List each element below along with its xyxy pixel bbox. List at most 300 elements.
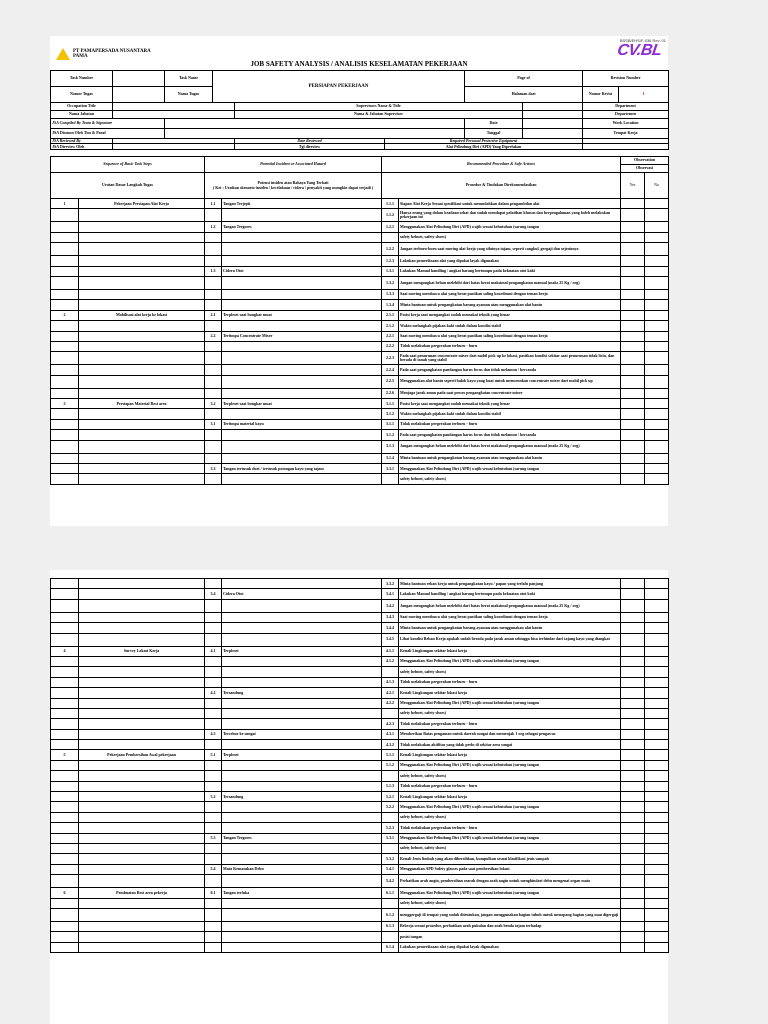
hazard-description: [222, 898, 382, 908]
observation-no-cell[interactable]: [645, 266, 669, 276]
jsa-direview-label: JSA Direview Oleh: [51, 144, 113, 150]
hazard-description: [222, 440, 382, 453]
procedure-description: Menggunakan Alat Pelindung Diri (APD) wajib sesuai kebutuhan (sarung tangan: [399, 656, 621, 666]
observation-yes-cell[interactable]: [621, 232, 645, 242]
observation-no-cell[interactable]: [645, 750, 669, 760]
procedure-number: 3.3.1: [382, 464, 399, 474]
hazard-description: [222, 388, 382, 398]
procedure-description: Menjaga jarak aman pada saat proses pengangkatan concentrate mixer: [399, 388, 621, 398]
observation-no-cell[interactable]: [645, 430, 669, 440]
step-description: [79, 209, 205, 222]
step-number: [51, 932, 79, 942]
observation-no-cell[interactable]: [645, 474, 669, 484]
jsa-table-page-2: [50, 578, 669, 953]
procedure-description: Lakukan pemeriksaan alat yang dipakai layak digunakan: [399, 942, 621, 952]
step-number: [51, 760, 79, 770]
observation-yes-cell[interactable]: [621, 612, 645, 622]
step-description: [79, 760, 205, 770]
step-number: [51, 331, 79, 341]
observation-yes-cell[interactable]: [621, 781, 645, 791]
observation-yes-cell[interactable]: [621, 321, 645, 331]
step-description: [79, 276, 205, 289]
observation-yes-cell[interactable]: [621, 688, 645, 698]
procedure-number: [382, 232, 399, 242]
procedure-description: safety helmet, safety shoes): [399, 708, 621, 718]
procedure-description: Lakukan Manual handling / angkat barang bertumpu pada kekuatan otot kaki: [399, 266, 621, 276]
observation-no-cell[interactable]: [645, 352, 669, 365]
observation-no-cell[interactable]: [645, 898, 669, 908]
jsa-page-2: [50, 570, 668, 1024]
observation-yes-cell[interactable]: [621, 222, 645, 232]
step-description: [79, 300, 205, 310]
table-row: [51, 474, 669, 484]
observation-yes-cell[interactable]: [621, 310, 645, 320]
nomor-tugas-label: Nomor Tugas: [51, 87, 113, 103]
observation-yes-cell[interactable]: [621, 419, 645, 429]
procedure-description: Memberikan Batas pengaman untuk daerah sungai dan memenjak 1 org sebagai pengawas: [399, 729, 621, 739]
observation-yes-cell[interactable]: [621, 243, 645, 256]
table-row: [51, 209, 669, 222]
step-number: [51, 256, 79, 266]
procedure-number: 3.4.3: [382, 612, 399, 622]
procedure-number: 3.4.2: [382, 599, 399, 612]
step-description: Pekerjaan Pembersihan Awal pekerjaan: [79, 750, 205, 760]
step-number: [51, 419, 79, 429]
observation-no-cell[interactable]: [645, 599, 669, 612]
observation-no-cell[interactable]: [645, 908, 669, 921]
observation-yes-cell[interactable]: [621, 875, 645, 888]
work-location-label: Work Location: [583, 119, 669, 129]
table-row: [51, 760, 669, 770]
step-description: [79, 667, 205, 677]
table-row: [51, 453, 669, 463]
table-row: [51, 792, 669, 802]
nama-jabatan-value: [113, 111, 235, 119]
table-row: [51, 232, 669, 242]
step-description: [79, 453, 205, 463]
observation-yes-cell[interactable]: [621, 750, 645, 760]
procedure-description: Tidak melakukan pergerakan terburu - buru: [399, 677, 621, 687]
step-number: [51, 833, 79, 843]
observation-yes-cell[interactable]: [621, 388, 645, 398]
observation-no-cell[interactable]: [645, 256, 669, 266]
procedure-description: safety helmet, safety shoes): [399, 843, 621, 853]
observation-no-cell[interactable]: [645, 341, 669, 351]
table-row: [51, 289, 669, 299]
observation-yes-cell[interactable]: [621, 792, 645, 802]
observation-yes-cell[interactable]: [621, 719, 645, 729]
observation-no-cell[interactable]: [645, 419, 669, 429]
observation-no-cell[interactable]: [645, 310, 669, 320]
observation-no-cell[interactable]: [645, 388, 669, 398]
observation-no-cell[interactable]: [645, 740, 669, 750]
observation-no-cell[interactable]: [645, 232, 669, 242]
procedure-description: safety helmet, safety shoes): [399, 232, 621, 242]
no-header: No: [645, 173, 669, 199]
hazard-number: [205, 375, 222, 388]
company-name: PT PAMAPERSADA NUSANTARA: [73, 49, 151, 54]
hazard-number: [205, 321, 222, 331]
column-header-table: [50, 156, 669, 199]
step-description: [79, 599, 205, 612]
step-number: [51, 875, 79, 888]
observation-no-cell[interactable]: [645, 864, 669, 874]
observation-no-cell[interactable]: [645, 667, 669, 677]
step-description: [79, 266, 205, 276]
step-number: [51, 276, 79, 289]
observation-yes-cell[interactable]: [621, 802, 645, 812]
observation-yes-cell[interactable]: [621, 823, 645, 833]
step-number: 3: [51, 399, 79, 409]
observation-yes-cell[interactable]: [621, 375, 645, 388]
step-number: [51, 771, 79, 781]
observation-no-cell[interactable]: [645, 289, 669, 299]
step-number: [51, 677, 79, 687]
hazard-description: Terpleset: [222, 750, 382, 760]
observation-no-cell[interactable]: [645, 677, 669, 687]
step-number: [51, 599, 79, 612]
observation-no-cell[interactable]: [645, 331, 669, 341]
procedure-description: Lakukan Manual handling / angkat barang bertumpu pada kekuatan otot kaki: [399, 589, 621, 599]
observation-yes-cell[interactable]: [621, 440, 645, 453]
procedure-number: 1.3.3: [382, 289, 399, 299]
observation-yes-cell[interactable]: [621, 729, 645, 739]
observation-yes-cell[interactable]: [621, 646, 645, 656]
hazard-number: [205, 579, 222, 589]
observation-yes-cell[interactable]: [621, 908, 645, 921]
observation-no-cell[interactable]: [645, 209, 669, 222]
hazard-description: [222, 623, 382, 633]
observation-no-cell[interactable]: [645, 942, 669, 952]
step-description: [79, 365, 205, 375]
observation-yes-cell[interactable]: [621, 256, 645, 266]
step-description: [79, 677, 205, 687]
observation-yes-cell[interactable]: [621, 812, 645, 822]
nomor-tugas-value: [113, 87, 165, 103]
step-description: [79, 331, 205, 341]
observation-yes-cell[interactable]: [621, 864, 645, 874]
step-number: [51, 321, 79, 331]
procedure-number: 2.1.1: [382, 310, 399, 320]
observation-yes-cell[interactable]: [621, 352, 645, 365]
table-row: [51, 256, 669, 266]
step-number: [51, 802, 79, 812]
company-logo: [56, 48, 151, 60]
observation-no-cell[interactable]: [645, 623, 669, 633]
observation-yes-cell[interactable]: [621, 599, 645, 612]
table-row: [51, 729, 669, 739]
observation-yes-cell[interactable]: [621, 656, 645, 666]
step-number: [51, 729, 79, 739]
procedure-number: 5.2.2: [382, 802, 399, 812]
procedure-number: 6.1.2: [382, 908, 399, 921]
occupation-title-label: Occupation Title: [51, 103, 113, 111]
observation-yes-cell[interactable]: [621, 677, 645, 687]
jsa-direview-value: [113, 144, 235, 150]
observation-no-cell[interactable]: [645, 365, 669, 375]
observation-no-cell[interactable]: [645, 708, 669, 718]
observation-no-cell[interactable]: [645, 792, 669, 802]
observation-yes-cell[interactable]: [621, 341, 645, 351]
hazard-description: Tercebur ke sungai: [222, 729, 382, 739]
date-label: Date: [465, 119, 523, 129]
tanggal-value: [523, 129, 583, 139]
observation-no-cell[interactable]: [645, 199, 669, 209]
procedure-description: Lakukan pemeriksaan alat yang dipakai layak digunakan: [399, 256, 621, 266]
observation-yes-cell[interactable]: [621, 833, 645, 843]
step-description: Pembuatan Rest area pekerja: [79, 888, 205, 898]
step-description: [79, 388, 205, 398]
hazard-description: Tangan Terjepit: [222, 199, 382, 209]
hazard-number: [205, 802, 222, 812]
observation-no-cell[interactable]: [645, 633, 669, 646]
observation-no-cell[interactable]: [645, 843, 669, 853]
hazard-description: Tangan Tergores: [222, 222, 382, 232]
observation-no-cell[interactable]: [645, 409, 669, 419]
hazard-description: Tertimpa Concentrate Mixer: [222, 331, 382, 341]
observation-yes-cell[interactable]: [621, 898, 645, 908]
step-number: 2: [51, 310, 79, 320]
procedure-number: 3.1.4: [382, 453, 399, 463]
procedure-description: Lihat kondisi Beban Kerja apakah sudah berada pada jarak aman sehingga bisa terhindar dari tajang kayu yang diangkat: [399, 633, 621, 646]
observation-yes-cell[interactable]: [621, 854, 645, 864]
hazard-description: Tersandung: [222, 792, 382, 802]
observation-yes-cell[interactable]: [621, 740, 645, 750]
table-row: [51, 589, 669, 599]
observation-yes-cell[interactable]: [621, 464, 645, 474]
hazard-number: [205, 719, 222, 729]
observation-no-cell[interactable]: [645, 375, 669, 388]
page-of-label: Page of: [465, 71, 583, 87]
observation-no-cell[interactable]: [645, 453, 669, 463]
step-description: [79, 771, 205, 781]
step-description: [79, 854, 205, 864]
procedure-description: Menggunakan alat bantu seperti balok kayu yang kuat untuk menurunkan concentrate mixer dari mobil pick up: [399, 375, 621, 388]
observation-no-cell[interactable]: [645, 399, 669, 409]
step-description: [79, 812, 205, 822]
procedure-description: Kenali Lingkungan sekitar lokasi kerja: [399, 646, 621, 656]
procedure-number: 5.3.1: [382, 833, 399, 843]
table-row: [51, 623, 669, 633]
table-row: [51, 823, 669, 833]
procedure-number: 2.2.6: [382, 388, 399, 398]
hazard-description: [222, 474, 382, 484]
observation-yes-cell[interactable]: [621, 209, 645, 222]
observation-yes-cell[interactable]: [621, 667, 645, 677]
observation-no-cell[interactable]: [645, 781, 669, 791]
hazard-description: Mata Kemasukan Debu: [222, 864, 382, 874]
table-row: [51, 365, 669, 375]
observation-yes-cell[interactable]: [621, 708, 645, 718]
observation-no-cell[interactable]: [645, 760, 669, 770]
hazard-description: [222, 760, 382, 770]
observation-yes-cell[interactable]: [621, 843, 645, 853]
observation-yes-cell[interactable]: [621, 579, 645, 589]
step-number: [51, 232, 79, 242]
observation-no-cell[interactable]: [645, 300, 669, 310]
step-description: [79, 243, 205, 256]
procedure-number: 1.2.2: [382, 243, 399, 256]
observation-yes-cell[interactable]: [621, 771, 645, 781]
hazard-description: [222, 375, 382, 388]
observation-yes-cell[interactable]: [621, 474, 645, 484]
observation-no-cell[interactable]: [645, 729, 669, 739]
observation-yes-cell[interactable]: [621, 633, 645, 646]
observation-no-cell[interactable]: [645, 276, 669, 289]
step-description: [79, 781, 205, 791]
step-description: [79, 843, 205, 853]
hazard-description: [222, 812, 382, 822]
brand-logo: CV.BL: [616, 42, 663, 59]
step-number: [51, 792, 79, 802]
procedure-description: Siapan Alat Kerja Sesuai spesifikasi untuk memudahkan dalam pengambilan alat: [399, 199, 621, 209]
observation-no-cell[interactable]: [645, 440, 669, 453]
observation-yes-cell[interactable]: [621, 623, 645, 633]
hazard-description: [222, 656, 382, 666]
procedure-description: Pada saat pengangkatan pandangan harus focus dan tidak melamun / bercanda: [399, 430, 621, 440]
hazard-number: 5.4: [205, 864, 222, 874]
observation-yes-cell[interactable]: [621, 430, 645, 440]
observation-yes-cell[interactable]: [621, 399, 645, 409]
observation-yes-cell[interactable]: [621, 760, 645, 770]
observation-no-cell[interactable]: [645, 802, 669, 812]
hazard-description: [222, 875, 382, 888]
observation-yes-cell[interactable]: [621, 409, 645, 419]
table-row: [51, 719, 669, 729]
table-row: [51, 199, 669, 209]
table-row: [51, 419, 669, 429]
step-description: [79, 698, 205, 708]
hazard-number: [205, 453, 222, 463]
step-description: [79, 321, 205, 331]
observation-yes-cell[interactable]: [621, 300, 645, 310]
table-row: [51, 276, 669, 289]
table-row: [51, 266, 669, 276]
step-number: [51, 440, 79, 453]
procedure-number: 1.3.1: [382, 266, 399, 276]
observation-no-cell[interactable]: [645, 222, 669, 232]
observation-no-cell[interactable]: [645, 719, 669, 729]
observation-no-cell[interactable]: [645, 579, 669, 589]
observation-yes-cell[interactable]: [621, 942, 645, 952]
observation-no-cell[interactable]: [645, 464, 669, 474]
procedure-description: Minta bantuan untuk pengangkatan barang ayaman atau menggunakan alat bantu: [399, 623, 621, 633]
observation-yes-cell[interactable]: [621, 921, 645, 931]
step-number: [51, 365, 79, 375]
observation-no-cell[interactable]: [645, 688, 669, 698]
step-number: [51, 623, 79, 633]
hazard-description: [222, 243, 382, 256]
observation-yes-cell[interactable]: [621, 276, 645, 289]
observation-no-cell[interactable]: [645, 243, 669, 256]
hazard-number: [205, 232, 222, 242]
step-description: [79, 719, 205, 729]
observation-yes-cell[interactable]: [621, 266, 645, 276]
table-row: [51, 854, 669, 864]
table-row: [51, 875, 669, 888]
step-description: [79, 932, 205, 942]
hazard-number: [205, 474, 222, 484]
observation-no-cell[interactable]: [645, 321, 669, 331]
observation-no-cell[interactable]: [645, 646, 669, 656]
step-number: 6: [51, 888, 79, 898]
step-number: [51, 300, 79, 310]
occupation-value: [113, 103, 235, 111]
procedure-description: Saat moving membawa alat yang berat pastikan saling koordinasi dengan teman kerja: [399, 289, 621, 299]
table-row: [51, 908, 669, 921]
step-description: Mobilisasi alat kerja ke lokasi: [79, 310, 205, 320]
step-description: [79, 740, 205, 750]
hazard-description: [222, 771, 382, 781]
procedure-number: 2.2.4: [382, 365, 399, 375]
observation-no-cell[interactable]: [645, 812, 669, 822]
procedure-description: Perhatikan arah angin, pembersihan searah dengan arah angin untuk menghindari debu mengenai organ mata: [399, 875, 621, 888]
observation-yes-cell[interactable]: [621, 888, 645, 898]
step-number: [51, 430, 79, 440]
procedure-description: Tidak melakukan pergerakan terburu - buru: [399, 823, 621, 833]
hazard-number: [205, 908, 222, 921]
observation-yes-cell[interactable]: [621, 698, 645, 708]
step-description: [79, 908, 205, 921]
table-row: [51, 667, 669, 677]
observation-yes-cell[interactable]: [621, 199, 645, 209]
observation-yes-cell[interactable]: [621, 589, 645, 599]
step-description: [79, 289, 205, 299]
table-row: [51, 833, 669, 843]
procedure-number: 4.2.1: [382, 688, 399, 698]
hazard-description: [222, 740, 382, 750]
observation-yes-cell[interactable]: [621, 365, 645, 375]
observation-yes-cell[interactable]: [621, 932, 645, 942]
procedure-number: [382, 898, 399, 908]
observation-no-cell[interactable]: [645, 589, 669, 599]
step-number: 4: [51, 646, 79, 656]
step-description: [79, 375, 205, 388]
observation-no-cell[interactable]: [645, 833, 669, 843]
step-description: [79, 474, 205, 484]
observation-no-cell[interactable]: [645, 921, 669, 931]
halaman-dari-label: Halaman dari: [465, 87, 583, 103]
step-number: [51, 243, 79, 256]
procedure-description: Tidak melakukan pergerakan terburu - buru: [399, 341, 621, 351]
procedure-description: Menggunakan Alat Pelindung Diri (APD) wajib sesuai kebutuhan (sarung tangan: [399, 833, 621, 843]
observation-no-cell[interactable]: [645, 612, 669, 622]
observation-no-cell[interactable]: [645, 854, 669, 864]
observation-no-cell[interactable]: [645, 656, 669, 666]
observation-no-cell[interactable]: [645, 932, 669, 942]
procedure-description: Kenali Lingkungan sekitar lokasi kerja: [399, 792, 621, 802]
observation-no-cell[interactable]: [645, 875, 669, 888]
observation-yes-cell[interactable]: [621, 331, 645, 341]
step-description: Survey Lokasi Kerja: [79, 646, 205, 656]
hazard-number: [205, 209, 222, 222]
observation-yes-cell[interactable]: [621, 453, 645, 463]
procedure-description: Menggunakan Alat Pelindung Diri (APD) wajib sesuai kebutuhan (sarung tangan: [399, 760, 621, 770]
hazard-number: [205, 289, 222, 299]
observation-yes-cell[interactable]: [621, 289, 645, 299]
hazard-number: [205, 677, 222, 687]
observation-no-cell[interactable]: [645, 888, 669, 898]
observation-no-cell[interactable]: [645, 771, 669, 781]
task-name-label: Task Name: [165, 71, 213, 87]
observation-no-cell[interactable]: [645, 823, 669, 833]
step-description: [79, 579, 205, 589]
procedure-number: 5.4.1: [382, 864, 399, 874]
observation-no-cell[interactable]: [645, 698, 669, 708]
hazard-description: [222, 719, 382, 729]
observasi-header: Observasi: [621, 165, 669, 173]
step-description: [79, 688, 205, 698]
